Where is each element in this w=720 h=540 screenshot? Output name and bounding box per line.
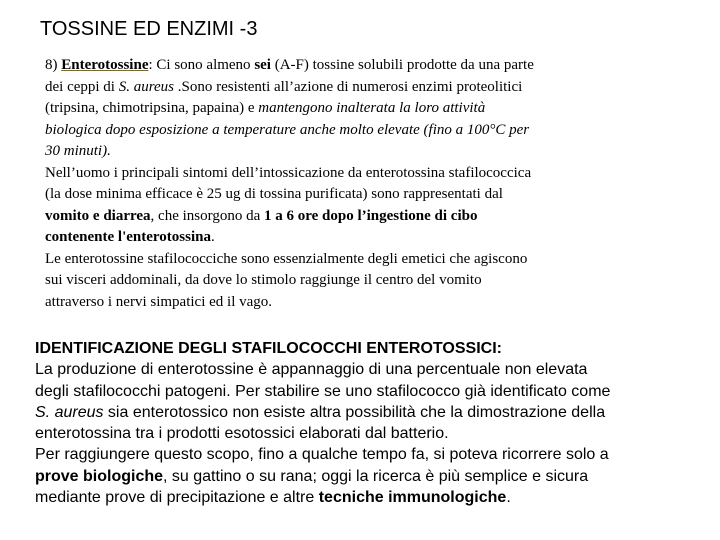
text-line	[45, 206, 645, 228]
species-name: S. aureus	[118, 78, 175, 95]
item-number: 8)	[45, 57, 62, 73]
text-line	[45, 120, 645, 142]
text-span: : Ci sono almeno	[148, 57, 255, 73]
text-line: La produzione di enterotossine è appannaggio di una percentuale non elevata	[35, 361, 588, 379]
text-line: Le enterotossine stafilococciche sono essenzialmente degli emetici che agiscono	[45, 250, 528, 267]
text-line: Nell’uomo i principali sintomi dell’intossicazione da enterotossina stafilococcica	[45, 164, 532, 181]
text-span: (A-F) tossine solubili prodotte da una parte	[270, 57, 534, 73]
species-name: S. aureus	[35, 403, 104, 421]
bold-span: 1 a 6 ore dopo l’ingestione di cibo	[263, 207, 478, 224]
text-span: (tripsina, chimotripsina, papaina) e	[45, 100, 259, 116]
italic-span: 30 minuti).	[45, 143, 111, 159]
bold-sei: sei	[254, 57, 271, 73]
term-enterotossine: Enterotossine	[61, 57, 149, 73]
text-line	[35, 466, 715, 487]
slide-title: TOSSINE ED ENZIMI -3	[40, 18, 258, 40]
italic-span: mantengono inalterata la loro attività	[258, 100, 486, 116]
text-span: .	[210, 229, 215, 245]
enterotoxin-description	[45, 55, 645, 313]
text-line	[45, 141, 645, 163]
bold-span: vomito e diarrea	[45, 207, 151, 224]
text-line	[45, 77, 645, 99]
text-line: attraverso i nervi simpatici ed il vago.	[45, 293, 273, 310]
text-span: sia enterotossico non esiste altra possibilità che la dimostrazione della	[103, 403, 606, 421]
text-line: enterotossina tra i prodotti esotossici elaborati dal batterio.	[35, 425, 449, 443]
text-line: (la dose minima efficace è 25 ug di tossina purificata) sono rappresentati dal	[45, 186, 503, 202]
text-line: Per raggiungere questo scopo, fino a qualche tempo fa, si poteva ricorrere solo a	[35, 446, 609, 464]
text-span: , che insorgono da	[150, 207, 264, 224]
identification-section	[35, 338, 715, 508]
text-span: dei ceppi di	[45, 78, 119, 95]
text-span: .Sono resistenti all’azione di numerosi enzimi proteolitici	[174, 78, 523, 95]
text-span: .	[506, 489, 511, 507]
text-span: , su gattino o su rana; oggi la ricerca è più semplice e sicura	[163, 467, 589, 485]
text-line: degli stafilococchi patogeni. Per stabilire se uno stafilococco già identificato come	[35, 382, 611, 400]
text-line	[45, 98, 645, 120]
text-line	[35, 487, 715, 508]
italic-span: biologica dopo esposizione a temperature anche molto elevate (fino a 100°C per	[45, 121, 530, 138]
section-heading	[35, 338, 715, 359]
text-span: mediante prove di precipitazione e altre	[35, 489, 319, 507]
bold-span: tecniche immunologiche	[318, 489, 507, 507]
text-line	[35, 402, 715, 423]
heading-text: IDENTIFICAZIONE DEGLI STAFILOCOCCHI ENTEROTOSSICI:	[35, 340, 502, 357]
text-line	[45, 55, 645, 77]
bold-span: contenente l'enterotossina	[45, 229, 211, 245]
text-line	[45, 227, 645, 249]
bold-span: prove biologiche	[35, 467, 164, 485]
text-line: sui visceri addominali, da dove lo stimolo raggiunge il centro del vomito	[45, 272, 482, 288]
